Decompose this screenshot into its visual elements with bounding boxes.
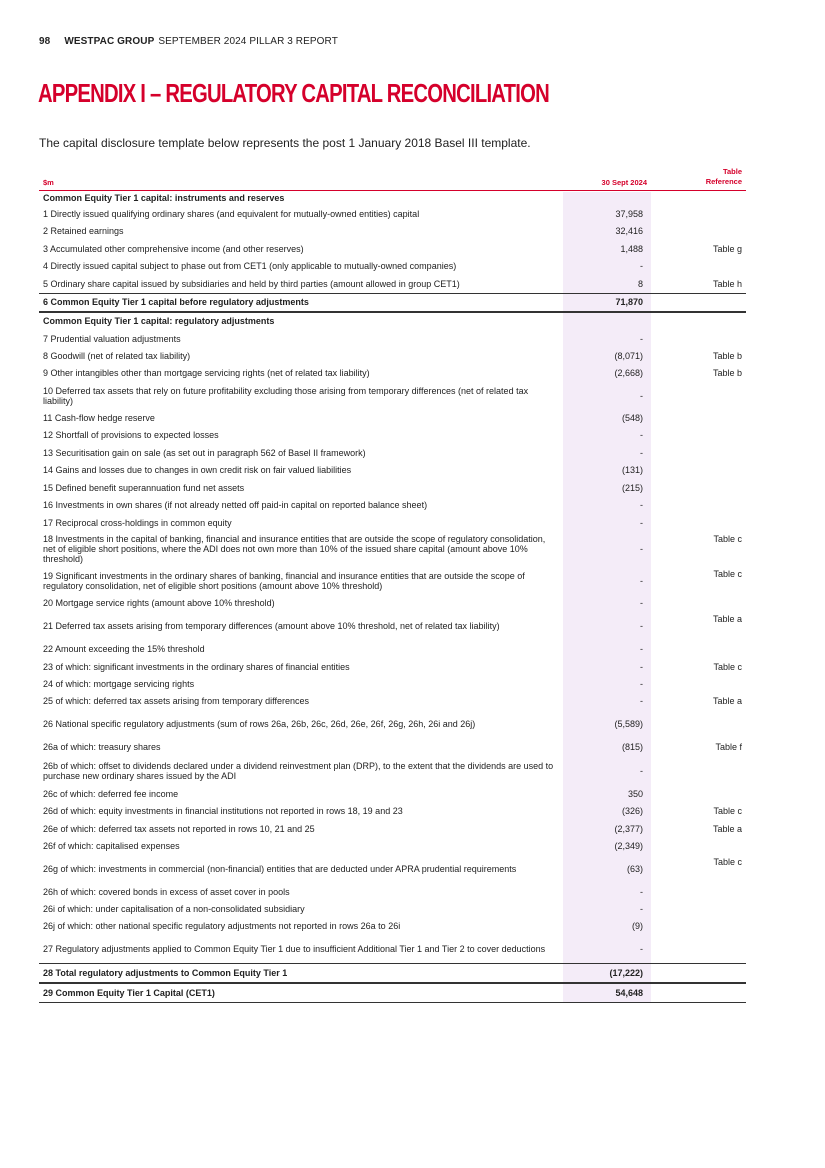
table-row bbox=[39, 365, 746, 383]
row-value: - bbox=[640, 517, 643, 528]
table-header bbox=[39, 163, 746, 191]
header-ref-line2: Reference bbox=[705, 177, 742, 186]
row-label: 6 Common Equity Tier 1 capital before regulatory adjustments bbox=[43, 297, 309, 307]
row-label: 13 Securitisation gain on sale (as set out in paragraph 562 of Basel II framework) bbox=[43, 447, 366, 458]
table-row bbox=[39, 258, 746, 276]
row-label: 26 National specific regulatory adjustments (sum of rows 26a, 26b, 26c, 26d, 26e, 26f, 26g, 26h, 26i and 26j) bbox=[43, 719, 476, 729]
row-value: 71,870 bbox=[615, 297, 643, 307]
row-label: 26b of which: offset to dividends declared under a dividend reinvestment plan (DRP), to the extent that the dividends are used to purchase new ordinary shares issued by the ADI bbox=[43, 760, 554, 781]
row-label: Common Equity Tier 1 capital: instruments and reserves bbox=[43, 193, 285, 203]
row-label: 24 of which: mortgage servicing rights bbox=[43, 678, 195, 689]
row-reference: Table g bbox=[712, 243, 742, 254]
report-name: SEPTEMBER 2024 PILLAR 3 REPORT bbox=[158, 36, 338, 47]
row-label: 21 Deferred tax assets arising from temporary differences (amount above 10% threshold, net of related tax liability) bbox=[43, 621, 500, 631]
row-label: 3 Accumulated other comprehensive income (and other reserves) bbox=[43, 243, 304, 254]
row-label: 2 Retained earnings bbox=[43, 226, 124, 237]
table-row bbox=[39, 820, 746, 838]
table-row bbox=[39, 240, 746, 258]
table-row bbox=[39, 963, 746, 983]
table-row bbox=[39, 275, 746, 293]
row-value: - bbox=[640, 333, 643, 344]
table-row bbox=[39, 612, 746, 641]
row-label: 20 Mortgage service rights (amount above 10% threshold) bbox=[43, 598, 275, 608]
row-value: (9) bbox=[632, 921, 643, 932]
row-value: (215) bbox=[621, 482, 643, 493]
row-value: - bbox=[640, 430, 643, 441]
row-value: (548) bbox=[621, 413, 643, 423]
row-label: 7 Prudential valuation adjustments bbox=[43, 333, 181, 344]
table-row bbox=[39, 223, 746, 241]
table-row bbox=[39, 693, 746, 710]
row-value: - bbox=[640, 886, 643, 897]
row-value: (131) bbox=[621, 465, 643, 476]
table-row bbox=[39, 838, 746, 856]
row-reference: Table a bbox=[712, 696, 742, 706]
table-row bbox=[39, 710, 746, 739]
row-label: Common Equity Tier 1 capital: regulatory adjustments bbox=[43, 316, 275, 327]
table-row bbox=[39, 756, 746, 785]
table-row bbox=[39, 532, 746, 567]
table-row bbox=[39, 883, 746, 900]
table-row bbox=[39, 803, 746, 821]
row-reference: Table c bbox=[713, 661, 742, 672]
row-value: 8 bbox=[637, 278, 643, 289]
table-row bbox=[39, 293, 746, 312]
table-row bbox=[39, 312, 746, 331]
row-reference: Table c bbox=[713, 533, 742, 544]
table-row bbox=[39, 935, 746, 963]
table-row bbox=[39, 497, 746, 515]
table-row bbox=[39, 479, 746, 497]
row-reference: Table b bbox=[712, 350, 742, 361]
table-row bbox=[39, 595, 746, 612]
row-label: 8 Goodwill (net of related tax liability) bbox=[43, 350, 191, 361]
row-value: - bbox=[640, 390, 643, 401]
row-label: 23 of which: significant investments in the ordinary shares of financial entities bbox=[43, 661, 350, 672]
row-reference: Table h bbox=[712, 278, 742, 289]
row-label: 26e of which: deferred tax assets not reported in rows 10, 21 and 25 bbox=[43, 823, 315, 834]
table-row bbox=[39, 900, 746, 918]
table-row bbox=[39, 444, 746, 462]
row-label: 28 Total regulatory adjustments to Common Equity Tier 1 bbox=[43, 968, 288, 978]
row-label: 15 Defined benefit superannuation fund net assets bbox=[43, 482, 245, 493]
table-row bbox=[39, 739, 746, 757]
table-row bbox=[39, 983, 746, 1003]
row-label: 19 Significant investments in the ordinary shares of banking, financial and insurance entities that are outside the scope of regulatory consolidation, net of eligible short positions (amount above 10% threshold) bbox=[43, 570, 525, 591]
row-label: 25 of which: deferred tax assets arising from temporary differences bbox=[43, 696, 309, 706]
table-row bbox=[39, 918, 746, 936]
row-label: 17 Reciprocal cross-holdings in common equity bbox=[43, 517, 232, 528]
row-label: 26i of which: under capitalisation of a non-consolidated subsidiary bbox=[43, 903, 305, 914]
row-reference: Table b bbox=[712, 368, 742, 379]
row-value: 32,416 bbox=[615, 226, 643, 237]
row-label: 11 Cash-flow hedge reserve bbox=[43, 413, 155, 423]
row-value: - bbox=[640, 661, 643, 672]
row-value: (2,377) bbox=[614, 823, 643, 834]
row-value: - bbox=[640, 765, 643, 776]
row-value: - bbox=[640, 678, 643, 689]
row-label: 26f of which: capitalised expenses bbox=[43, 841, 180, 852]
row-value: (2,668) bbox=[614, 368, 643, 379]
page-title: APPENDIX I – REGULATORY CAPITAL RECONCILIATION bbox=[38, 78, 549, 108]
row-label: 26a of which: treasury shares bbox=[43, 742, 161, 753]
row-label: 26h of which: covered bonds in excess of asset cover in pools bbox=[43, 886, 290, 897]
row-value: (17,222) bbox=[609, 968, 643, 978]
row-value: - bbox=[640, 261, 643, 272]
capital-table bbox=[39, 163, 746, 1003]
row-value: 350 bbox=[627, 788, 643, 799]
row-label: 10 Deferred tax assets that rely on future profitability excluding those arising from temporary differences (net of related tax liability) bbox=[43, 385, 529, 406]
row-value: 1,488 bbox=[620, 243, 643, 254]
table-row bbox=[39, 462, 746, 480]
row-label: 14 Gains and losses due to changes in own credit risk on fair valued liabilities bbox=[43, 465, 352, 476]
row-label: 26j of which: other national specific regulatory adjustments not reported in rows 26a to 26i bbox=[43, 921, 401, 932]
brand-name: WESTPAC GROUP bbox=[64, 36, 155, 47]
header-label: $m bbox=[43, 178, 54, 187]
header-value: 30 Sept 2024 bbox=[601, 178, 647, 187]
row-value: 37,958 bbox=[615, 208, 643, 219]
table-row bbox=[39, 785, 746, 803]
row-label: 26d of which: equity investments in financial institutions not reported in rows 18, 19 and 23 bbox=[43, 806, 403, 817]
row-label: 26c of which: deferred fee income bbox=[43, 788, 179, 799]
row-value: (8,071) bbox=[614, 350, 643, 361]
table-row bbox=[39, 514, 746, 532]
row-value: (326) bbox=[621, 806, 643, 817]
table-row bbox=[39, 855, 746, 883]
table-body bbox=[39, 191, 746, 1003]
row-label: 27 Regulatory adjustments applied to Common Equity Tier 1 due to insufficient Additional Tier 1 and Tier 2 to cover deductions bbox=[43, 944, 546, 954]
row-label: 16 Investments in own shares (if not already netted off paid-in capital on reported balance sheet) bbox=[43, 500, 428, 511]
table-row bbox=[39, 675, 746, 693]
row-label: 4 Directly issued capital subject to phase out from CET1 (only applicable to mutually-owned companies) bbox=[43, 261, 457, 272]
row-value: - bbox=[640, 500, 643, 511]
table-row bbox=[39, 205, 746, 223]
row-reference: Table c bbox=[713, 806, 742, 817]
table-row bbox=[39, 567, 746, 595]
row-label: 26g of which: investments in commercial (non-financial) entities that are deducted under APRA prudential requirements bbox=[43, 864, 517, 874]
table-row bbox=[39, 427, 746, 445]
row-value: (2,349) bbox=[614, 841, 643, 852]
row-label: 22 Amount exceeding the 15% threshold bbox=[43, 644, 205, 655]
row-value: - bbox=[640, 644, 643, 655]
row-value: (815) bbox=[621, 742, 643, 753]
row-value: - bbox=[640, 621, 643, 631]
row-reference: Table c bbox=[713, 857, 742, 867]
row-value: - bbox=[640, 903, 643, 914]
table-row bbox=[39, 641, 746, 659]
row-value: - bbox=[640, 598, 643, 608]
row-value: - bbox=[640, 944, 643, 954]
row-value: - bbox=[640, 447, 643, 458]
page-number: 98 bbox=[39, 36, 51, 47]
row-label: 5 Ordinary share capital issued by subsidiaries and held by third parties (amount allowed in group CET1) bbox=[43, 278, 460, 289]
row-value: - bbox=[640, 575, 643, 586]
row-label: 12 Shortfall of provisions to expected losses bbox=[43, 430, 219, 441]
row-reference: Table c bbox=[713, 568, 742, 579]
row-value: (5,589) bbox=[614, 719, 643, 729]
header-reference bbox=[706, 167, 742, 187]
row-label: 9 Other intangibles other than mortgage servicing rights (net of related tax liability) bbox=[43, 368, 370, 379]
page-header bbox=[39, 36, 338, 47]
row-label: 18 Investments in the capital of banking, financial and insurance entities that are outside the scope of regulatory consolidation, net of eligible short positions, where the ADI does not own more than 10% of the issued share capital (amount above 10% threshold) bbox=[43, 534, 546, 564]
row-value: - bbox=[640, 696, 643, 706]
table-row bbox=[39, 347, 746, 365]
table-row bbox=[39, 658, 746, 675]
header-ref-line1: Table bbox=[722, 167, 742, 176]
row-reference: Table f bbox=[715, 742, 742, 753]
table-row bbox=[39, 330, 746, 347]
intro-text: The capital disclosure template below represents the post 1 January 2018 Basel III template. bbox=[39, 136, 531, 150]
row-label: 1 Directly issued qualifying ordinary shares (and equivalent for mutually-owned entities) capital bbox=[43, 208, 420, 219]
row-value: 54,648 bbox=[615, 988, 643, 998]
row-label: 29 Common Equity Tier 1 Capital (CET1) bbox=[43, 988, 215, 998]
row-value: - bbox=[640, 544, 643, 554]
row-reference: Table a bbox=[712, 823, 742, 834]
table-row bbox=[39, 382, 746, 410]
table-row bbox=[39, 191, 746, 205]
row-value: (63) bbox=[626, 864, 643, 874]
table-row bbox=[39, 410, 746, 427]
row-reference: Table a bbox=[712, 613, 742, 624]
